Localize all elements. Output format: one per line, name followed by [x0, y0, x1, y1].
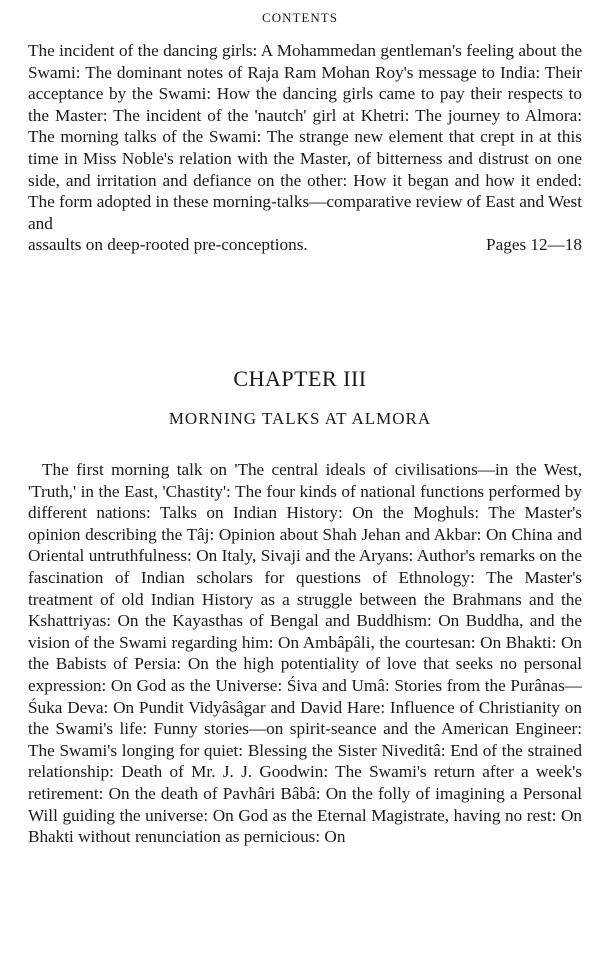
- chapter-subtitle: MORNING TALKS AT ALMORA: [168, 409, 432, 428]
- chapter-ii-summary-last-line: assaults on deep-rooted pre-conceptions.: [28, 235, 308, 255]
- chapter-ii-summary-tail: [28, 234, 582, 256]
- chapter-ii-summary-text: The incident of the dancing girls: A Mohammedan gentleman's feeling about the Swami: The dominant notes of Raja Ram Mohan Roy's message to India: Their acceptance by the Swami: How the dancing girls came to pay their respects to the Master: The incident of the 'nautch' girl at Khetri: The journey to Almora: The morning talks of the Swami: The strange new element that crept in at this time in Miss Noble's relation with the Master, of bitterness and distrust on one side, and irritation and defiance on the other: How it began and how it ended: The form adopted in these morning-talks—comparative review of East and West and: [28, 41, 582, 233]
- chapter-iii-summary: The first morning talk on 'The central ideals of civilisations—in the West, 'Truth,' in the East, 'Chastity': The four kinds of national functions performed by different nations: Talks on Indian History: On the Moghuls: The Master's opinion describing the Tâj: Opinion about Shah Jehan and Akbar: On China and Oriental untruthfulness: On Italy, Sivaji and the Aryans: Author's remarks on the fascination of Indian scholars for questions of Ethnology: The Master's treatment of old Indian History as a struggle between the Brahmans and the Kshattriyas: On the Kayasthas of Bengal and Buddhism: On Buddha, and the vision of the Swami regarding him: On Ambâpâli, the courtesan: On Bhakti: On the Babists of Persia: On the high potentiality of love that seeks no personal expression: On God as the Universe: Śiva and Umâ: Stories from the Purânas—Śuka Deva: On Pundit Vidyâsâgar and David Hare: Influence of Christianity on the Swami's life: Funny stories—on spirit-seance and the American Engineer: The Swami's longing for quiet: Blessing the Sister Niveditâ: End of the strained relationship: Death of Mr. J. J. Goodwin: The Swami's return after a week's retirement: On the death of Pavhâri Bâbâ: On the folly of imagining a Personal Will guiding the universe: On God as the Eternal Magistrate, having no rest: On Bhakti without renunciation as pernicious: On: [28, 460, 582, 847]
- running-head: CONTENTS: [262, 10, 338, 25]
- page-range: Pages 12—18: [486, 235, 582, 255]
- chapter-ii-summary: [28, 40, 582, 256]
- chapter-title: CHAPTER III: [233, 366, 367, 391]
